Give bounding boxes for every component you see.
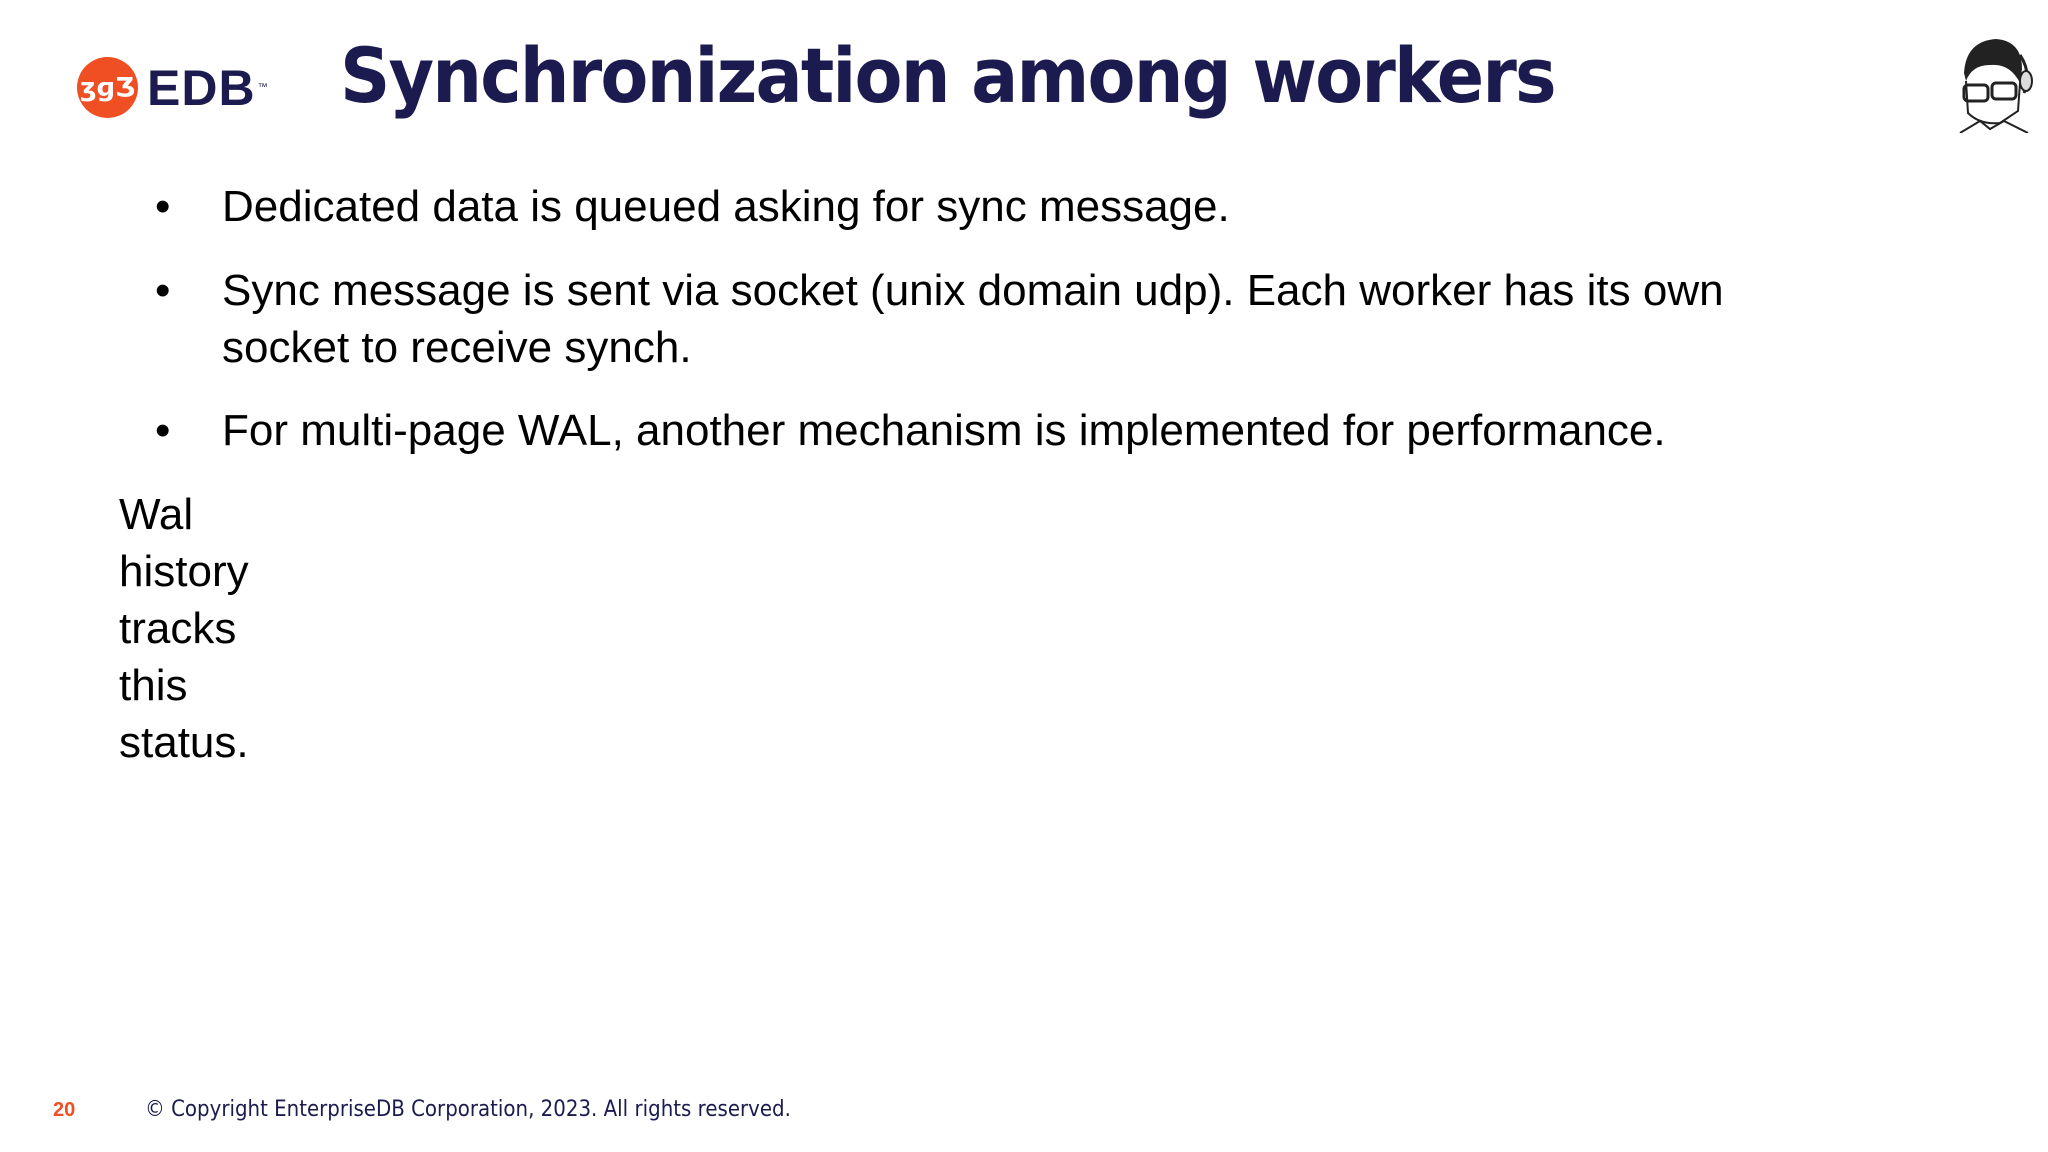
edb-logo [77, 57, 268, 118]
bullet-text: Sync message is sent via socket (unix domain udp). Each worker has its own socket to receive synch. [222, 266, 1724, 372]
bullet-marker: • [155, 266, 171, 315]
copyright-text: © Copyright EnterpriseDB Corporation, 2023. All rights reserved. [145, 1097, 791, 1122]
slide-title: Synchronization among workers [340, 31, 1555, 120]
bullet-text: Dedicated data is queued asking for sync message. [222, 182, 1230, 231]
note-text: Wal history tracks this status. [119, 490, 249, 767]
presenter-avatar-icon [1950, 33, 2036, 133]
page-number: 20 [53, 1099, 76, 1121]
bullet-marker: • [155, 406, 171, 455]
elephant-logo-icon: ʒɡƷ [77, 57, 138, 118]
trademark: ™ [257, 82, 268, 93]
bullet-marker: • [155, 182, 171, 231]
bullet-text: For multi-page WAL, another mechanism is implemented for performance. [222, 406, 1666, 455]
logo-text: EDB [147, 59, 256, 116]
